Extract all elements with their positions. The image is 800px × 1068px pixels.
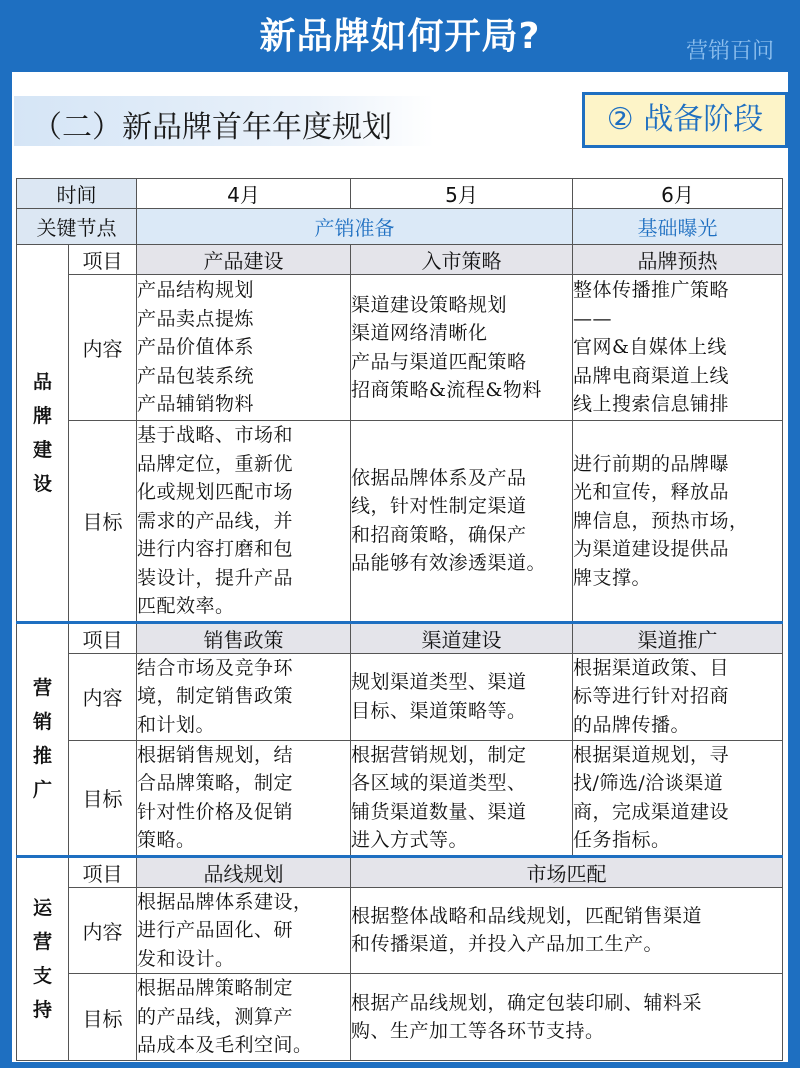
item-header: 渠道推广 [573, 622, 783, 653]
cell-line: 渠道建设策略规划 [351, 293, 508, 316]
key-node-label: 关键节点 [17, 209, 137, 245]
cell-line: —— [573, 307, 612, 330]
group-char: 营 [32, 677, 52, 699]
group-char: 品 [32, 370, 52, 393]
group-char: 销 [32, 711, 52, 733]
group-char: 运 [32, 896, 52, 919]
operations-content-row [17, 887, 783, 974]
cell-line: 招商策略&流程&物料 [351, 379, 542, 401]
group-label-brand [17, 245, 69, 623]
watermark: 营销百问 [685, 39, 774, 64]
content-cell [137, 653, 351, 740]
cell-line: 品牌定位，重新优 [137, 452, 294, 475]
month-header: 4月 [137, 179, 351, 209]
cell-line: 目标、渠道策略等。 [351, 699, 527, 722]
cell-line: 线上搜索信息铺排 [573, 393, 730, 416]
brand-content-row [17, 275, 783, 421]
cell-line: 牌信息，预热市场， [573, 509, 749, 532]
cell-line: 进行前期的品牌曝 [573, 452, 730, 475]
cell-line: 进行内容打磨和包 [137, 538, 294, 560]
cell-line: 化或规划匹配市场 [137, 481, 294, 503]
brand-goal-row [17, 421, 783, 623]
cell-line: 根据整体战略和品线规划，匹配销售渠道 [351, 904, 703, 927]
cell-line: 商，完成渠道建设 [573, 800, 730, 823]
cell-line: 整体传播推广策略 [573, 279, 730, 302]
item-header: 产品建设 [137, 245, 351, 275]
goal-cell [137, 740, 351, 856]
cell-line: 境，制定销售政策 [137, 685, 294, 708]
cell-line: 线，针对性制定渠道 [351, 495, 527, 518]
cell-line: 任务指标。 [573, 829, 671, 851]
cell-line: 和传播渠道，并投入产品加工生产。 [351, 933, 664, 956]
cell-line: 牌支撑。 [573, 566, 652, 589]
cell-line: 品能够有效渗透渠道。 [351, 552, 547, 575]
cell-line: 和计划。 [137, 713, 216, 736]
group-char: 营 [32, 930, 52, 953]
cell-line: 根据产品线规划，确定包装印刷、辅料采 [351, 991, 703, 1014]
cell-line: 渠道网络清晰化 [351, 322, 488, 344]
operations-item-row [17, 856, 783, 887]
goal-cell [137, 974, 351, 1061]
group-char: 设 [32, 472, 52, 495]
cell-line: 装设计，提升产品 [137, 566, 294, 589]
group-char: 支 [32, 964, 52, 987]
cell-line: 需求的产品线，并 [137, 509, 294, 532]
brand-item-row [17, 245, 783, 275]
cell-line: 根据渠道政策、目 [573, 656, 730, 679]
cell-line: 铺货渠道数量、渠道 [351, 800, 527, 823]
cell-line: 基于战略、市场和 [137, 424, 294, 446]
cell-line: 的产品线，测算产 [137, 1005, 294, 1028]
cell-line: 标等进行针对招商 [573, 685, 730, 708]
group-char: 广 [32, 779, 52, 801]
cell-line: 发和设计。 [137, 947, 235, 970]
key-node-row [17, 209, 783, 245]
goal-label: 目标 [69, 974, 137, 1061]
cell-line: 光和宣传，释放品 [573, 481, 730, 503]
cell-line: 根据品牌策略制定 [137, 977, 294, 1000]
cell-line: 结合市场及竞争环 [137, 656, 294, 679]
page-title: 新品牌如何开局? [259, 16, 541, 57]
time-header: 时间 [17, 179, 137, 209]
key-node: 基础曝光 [573, 209, 783, 245]
goal-cell [351, 740, 573, 856]
cell-line: 品牌电商渠道上线 [573, 364, 730, 387]
month-header: 6月 [573, 179, 783, 209]
goal-cell [351, 421, 573, 623]
item-header: 入市策略 [351, 245, 573, 275]
group-char: 建 [32, 438, 52, 461]
cell-line: 进行产品固化、研 [137, 919, 294, 941]
cell-line: 根据营销规划，制定 [351, 743, 527, 766]
goal-cell [351, 974, 783, 1061]
cell-line: 产品包装系统 [137, 364, 255, 387]
cell-line: 规划渠道类型、渠道 [351, 671, 527, 693]
group-char: 持 [32, 998, 52, 1021]
month-row [17, 179, 783, 209]
content-cell [573, 653, 783, 740]
section-title: （二）新品牌首年年度规划 [32, 110, 392, 145]
marketing-item-row [17, 622, 783, 653]
item-header: 销售政策 [137, 622, 351, 653]
content-label: 内容 [69, 275, 137, 421]
cell-line: 产品结构规划 [137, 279, 255, 302]
group-char: 推 [32, 745, 52, 767]
group-char: 牌 [32, 404, 52, 427]
goal-cell [573, 421, 783, 623]
cell-line: 针对性价格及促销 [137, 800, 294, 823]
cell-line: 根据渠道规划，寻 [573, 743, 730, 766]
item-label: 项目 [69, 856, 137, 887]
cell-line: 各区域的渠道类型、 [351, 772, 527, 794]
cell-line: 根据品牌体系建设， [137, 890, 313, 913]
cell-line: 合品牌策略，制定 [137, 772, 294, 794]
stage-badge: ② 战备阶段 [582, 92, 788, 148]
cell-line: 和招商策略，确保产 [351, 523, 527, 546]
cell-line: 匹配效率。 [137, 595, 235, 617]
cell-line: 产品与渠道匹配策略 [351, 350, 527, 373]
content-label: 内容 [69, 887, 137, 974]
item-header: 渠道建设 [351, 622, 573, 653]
content-cell [137, 275, 351, 421]
cell-line: 产品卖点提炼 [137, 307, 255, 330]
item-header: 品牌预热 [573, 245, 783, 275]
cell-line: 产品辅销物料 [137, 393, 255, 416]
cell-line: 根据销售规划，结 [137, 743, 294, 766]
section-title-bar [14, 96, 434, 146]
content-cell [351, 275, 573, 421]
content-label: 内容 [69, 653, 137, 740]
content-cell [137, 887, 351, 974]
goal-label: 目标 [69, 421, 137, 623]
content-cell [573, 275, 783, 421]
key-node: 产销准备 [137, 209, 573, 245]
marketing-goal-row [17, 740, 783, 856]
annual-plan-table [16, 178, 783, 1061]
content-cell [351, 887, 783, 974]
cell-line: 为渠道建设提供品 [573, 538, 730, 560]
cell-line: 品成本及毛利空间。 [137, 1034, 313, 1057]
cell-line: 依据品牌体系及产品 [351, 466, 527, 489]
content-cell [351, 653, 573, 740]
operations-goal-row [17, 974, 783, 1061]
group-label-operations [17, 856, 69, 1061]
cell-line: 策略。 [137, 829, 196, 851]
goal-label: 目标 [69, 740, 137, 856]
item-header: 品线规划 [137, 856, 351, 887]
cell-line: 产品价值体系 [137, 336, 255, 359]
cell-line: 找/筛选/洽谈渠道 [573, 772, 724, 794]
cell-line: 的品牌传播。 [573, 713, 691, 736]
cell-line: 官网&自媒体上线 [573, 336, 727, 359]
group-label-marketing [17, 622, 69, 856]
goal-cell [573, 740, 783, 856]
header-bar [0, 0, 800, 82]
cell-line: 购、生产加工等各环节支持。 [351, 1020, 605, 1042]
cell-line: 进入方式等。 [351, 829, 469, 851]
goal-cell [137, 421, 351, 623]
item-label: 项目 [69, 245, 137, 275]
month-header: 5月 [351, 179, 573, 209]
item-label: 项目 [69, 622, 137, 653]
marketing-content-row [17, 653, 783, 740]
item-header: 市场匹配 [351, 856, 783, 887]
